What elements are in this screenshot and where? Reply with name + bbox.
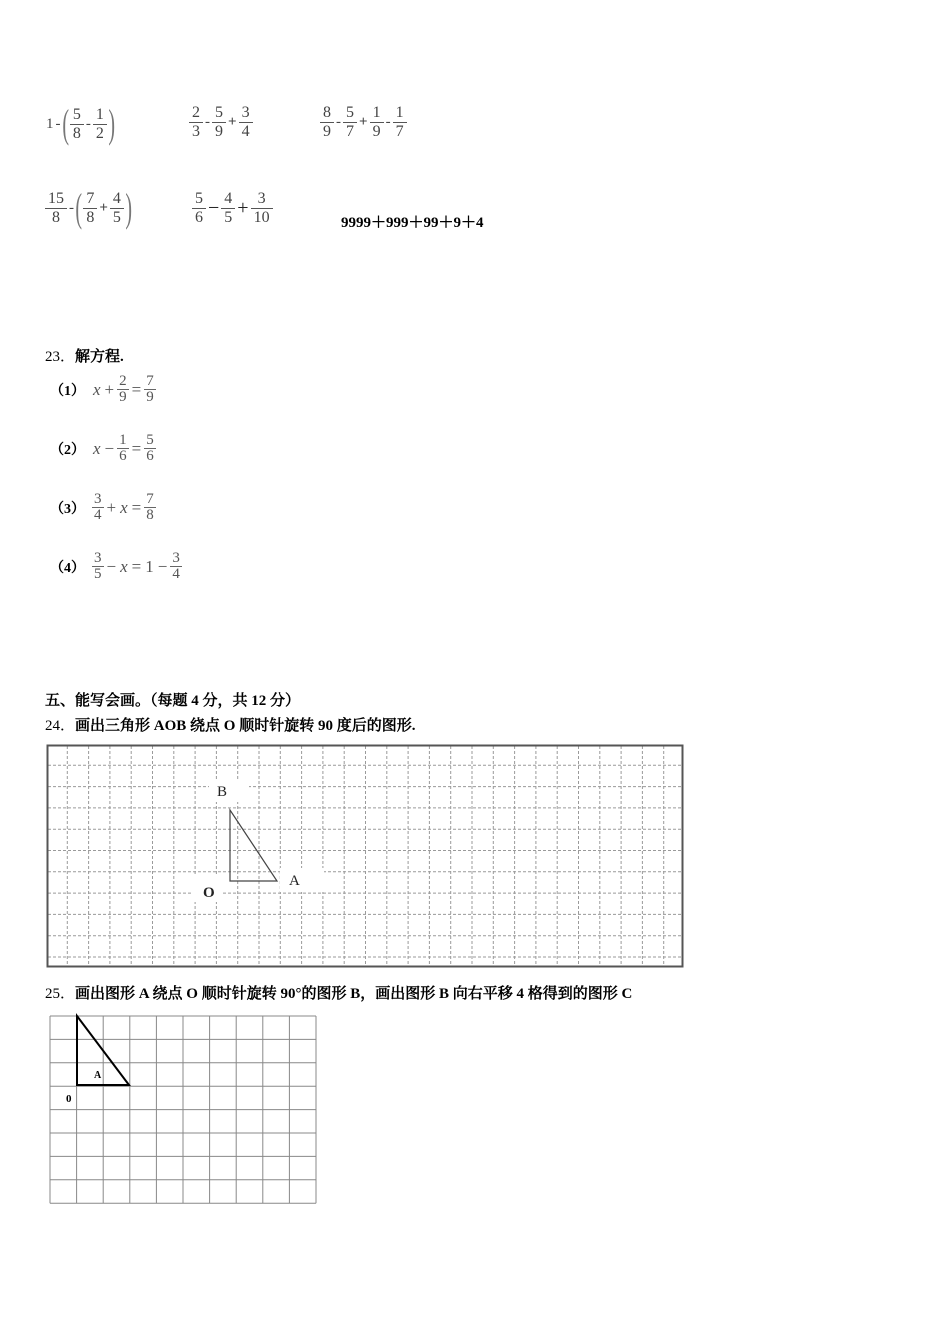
calc-expression-3	[319, 104, 408, 141]
operator: −	[106, 556, 117, 576]
equation-label: （4）	[50, 560, 85, 576]
fraction: $\frac{5}{8}$	[70, 106, 84, 143]
fraction: $\frac{3}{4}$	[172, 550, 180, 582]
fraction: $\frac{5}{9}$	[212, 104, 226, 141]
calc-number: 1	[46, 115, 54, 132]
calc-operator: -	[385, 114, 391, 130]
solid-grid	[50, 1016, 316, 1203]
label-a: A	[94, 1070, 102, 1081]
left-paren: (	[75, 185, 82, 230]
calc-expression-4	[44, 185, 132, 230]
variable-x: x	[120, 497, 128, 517]
label-b: B	[217, 784, 228, 800]
fraction: $\frac{2}{3}$	[189, 104, 203, 141]
equation-1	[50, 374, 157, 405]
calc-operator: -	[55, 115, 61, 132]
label-a: A	[289, 873, 300, 889]
right-paren: )	[125, 185, 132, 230]
fraction: $\frac{5}{7}$	[343, 104, 357, 141]
fraction: $\frac{7}{8}$	[83, 190, 97, 227]
question-23-heading	[45, 345, 124, 366]
calc-operator: -	[85, 115, 91, 132]
equation-label: （2）	[50, 442, 85, 458]
variable-x: x	[93, 379, 101, 399]
calc-expression-2	[188, 104, 254, 141]
variable-x: x	[120, 556, 128, 576]
question-text: 画出三角形 AOB 绕点 O 顺时针旋转 90 度后的图形.	[75, 718, 416, 734]
operator: −	[157, 556, 168, 576]
calc-operator: −	[208, 197, 220, 219]
fraction: $\frac{1}{2}$	[93, 106, 107, 143]
question-title: 解方程.	[75, 349, 124, 365]
equals-sign: =	[131, 379, 142, 399]
question-number: 23．	[45, 349, 76, 365]
fraction: $\frac{8}{9}$	[320, 104, 334, 141]
q24-grid-figure	[46, 744, 684, 968]
fraction: $\frac{3}{10}$	[251, 190, 273, 227]
equation-label: （3）	[50, 501, 85, 517]
label-o: O	[203, 885, 215, 901]
fraction: $\frac{5}{6}$	[146, 432, 154, 464]
operator: +	[106, 497, 117, 517]
question-24-heading	[45, 714, 415, 735]
label-o: 0	[66, 1093, 72, 1105]
fraction: $\frac{7}{8}$	[146, 491, 154, 523]
fraction: $\frac{1}{7}$	[393, 104, 407, 141]
section-5-title: 五、能写会画。（每题 4 分，共 12 分）	[45, 693, 301, 709]
calc-operator: -	[69, 199, 74, 216]
equals-sign: =	[131, 438, 142, 458]
equation-2	[50, 433, 157, 464]
calc-operator: -	[336, 114, 341, 130]
fraction: $\frac{15}{8}$	[45, 190, 67, 227]
variable-x: x	[93, 438, 101, 458]
question-number: 24．	[45, 718, 76, 734]
fraction: $\frac{4}{5}$	[110, 190, 124, 227]
fraction: $\frac{4}{5}$	[221, 190, 235, 227]
label-bg-b	[209, 780, 249, 802]
fraction: $\frac{3}{4}$	[239, 104, 253, 141]
q25-grid-figure	[44, 1010, 324, 1206]
fraction: $\frac{5}{6}$	[192, 190, 206, 227]
calc-operator: +	[359, 114, 368, 130]
fraction: $\frac{1}{9}$	[370, 104, 384, 141]
equation-4	[50, 551, 183, 582]
question-25-heading	[45, 982, 632, 1003]
calc-operator: +	[228, 114, 237, 130]
right-paren: )	[108, 101, 115, 146]
fraction: $\frac{2}{9}$	[119, 373, 127, 405]
calc-expression-6: 9999＋999＋99＋9＋4	[341, 215, 484, 231]
calc-operator: +	[237, 197, 249, 219]
equation-label: （1）	[50, 383, 85, 399]
equals-sign: =	[131, 497, 142, 517]
question-text: 画出图形 A 绕点 O 顺时针旋转 90°的图形 B，画出图形 B 向右平移 4 格得到的图形 C	[75, 986, 633, 1002]
fraction: $\frac{1}{6}$	[119, 432, 127, 464]
fraction: $\frac{7}{9}$	[146, 373, 154, 405]
triangle-aob	[230, 810, 277, 881]
operator: −	[104, 438, 115, 458]
calc-expression-5	[191, 190, 274, 227]
operator: +	[104, 379, 115, 399]
dashed-grid	[48, 746, 682, 966]
equals-sign: =	[131, 556, 142, 576]
question-number: 25．	[45, 986, 76, 1002]
label-bg-a	[280, 868, 324, 892]
fraction: $\frac{3}{4}$	[94, 491, 102, 523]
equation-3	[50, 492, 157, 523]
calc-expression-1	[45, 101, 115, 146]
number-one: 1	[145, 556, 154, 576]
fraction: $\frac{3}{5}$	[94, 550, 102, 582]
calc-operator: +	[99, 199, 108, 216]
left-paren: (	[61, 101, 69, 146]
calc-operator: -	[205, 114, 210, 130]
